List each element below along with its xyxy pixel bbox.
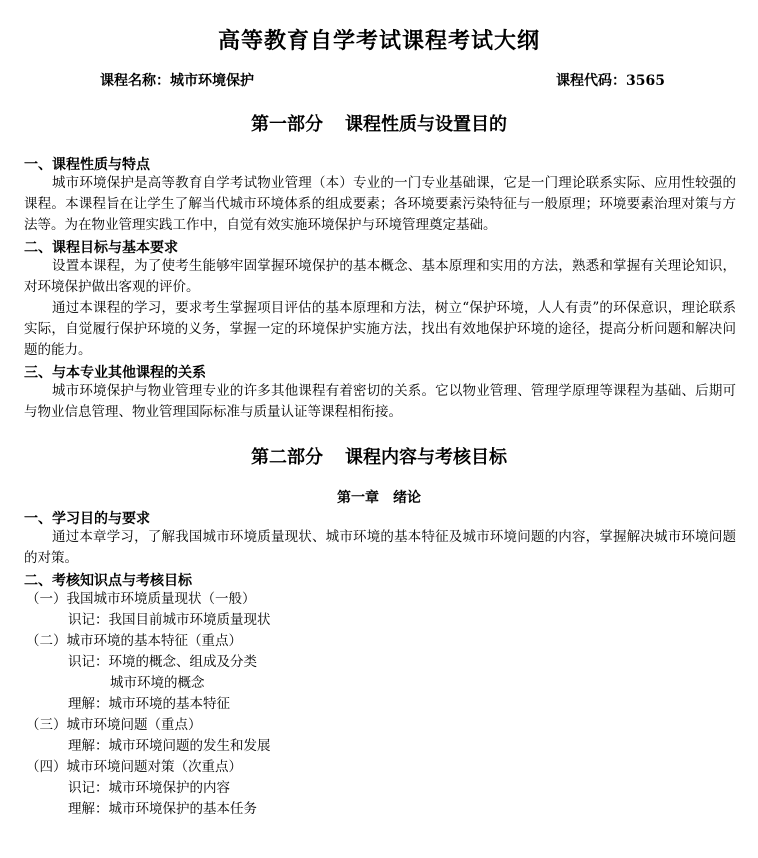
part1-name: 课程性质与设置目的 [345,114,507,135]
part2-number: 第二部分 [251,447,323,468]
paragraph: 城市环境保护是高等教育自学考试物业管理（本）专业的一门专业基础课，它是一门理论联系实际、应用性较强的课程。本课程旨在让学生了解当代城市环境体系的组成要素；各环境要素污染特征与一般原理；环境要素治理对策与方法等。为在物业管理实践工作中，自觉有效实施环境保护与环境管理奠定基础。 [24,175,736,233]
knowledge-detail: 理解：城市环境的基本特征 [68,696,230,712]
knowledge-point: （三）城市环境问题（重点） [26,717,202,733]
paragraph: 通过本课程的学习，要求考生掌握项目评估的基本原理和方法，树立“保护环境，人人有责”的环保意识，理论联系实际，自觉履行保护环境的义务，掌握一定的环境保护实施方法，找出有效地保护环境的途径，提高分析问题和解决问题的能力。 [24,300,736,358]
knowledge-detail: 识记：我国目前城市环境质量现状 [68,612,271,628]
knowledge-point: （二）城市环境的基本特征（重点） [26,633,242,649]
chapter-name: 绪论 [393,490,421,506]
course-name: 课程名称：城市环境保护 [100,73,254,89]
paragraph: 设置本课程，为了使考生能够牢固掌握环境保护的基本概念、基本原理和实用的方法，熟悉和掌握有关理论知识，对环境保护做出客观的评价。 [24,258,736,295]
knowledge-detail: 识记：环境的概念、组成及分类 [68,654,257,670]
document-title: 高等教育自学考试课程考试大纲 [217,28,540,54]
section-heading: 二、考核知识点与考核目标 [24,573,192,589]
part2-name: 课程内容与考核目标 [345,447,507,468]
knowledge-point: （四）城市环境问题对策（次重点） [26,759,242,775]
part2-title [0,443,758,469]
part1-title [0,110,758,136]
paragraph: 通过本章学习，了解我国城市环境质量现状、城市环境的基本特征及城市环境问题的内容，掌握解决城市环境问题的对策。 [24,529,736,566]
course-code: 课程代码：3565 [556,73,665,89]
section-heading: 二、课程目标与基本要求 [24,240,178,256]
knowledge-detail: 理解：城市环境保护的基本任务 [68,801,257,817]
section-heading: 三、与本专业其他课程的关系 [24,365,206,381]
knowledge-point: （一）我国城市环境质量现状（一般） [26,591,256,607]
knowledge-detail: 理解：城市环境问题的发生和发展 [68,738,271,754]
section-heading: 一、学习目的与要求 [24,511,150,527]
chapter-title [0,487,758,507]
paragraph: 城市环境保护与物业管理专业的许多其他课程有着密切的关系。它以物业管理、管理学原理等课程为基础、后期可与物业信息管理、物业管理国际标准与质量认证等课程相衔接。 [24,383,736,420]
knowledge-detail: 识记：城市环境保护的内容 [68,780,230,796]
chapter-number: 第一章 [337,490,379,506]
knowledge-detail: 城市环境的概念 [110,675,205,691]
part1-number: 第一部分 [251,114,323,135]
section-heading: 一、课程性质与特点 [24,157,150,173]
